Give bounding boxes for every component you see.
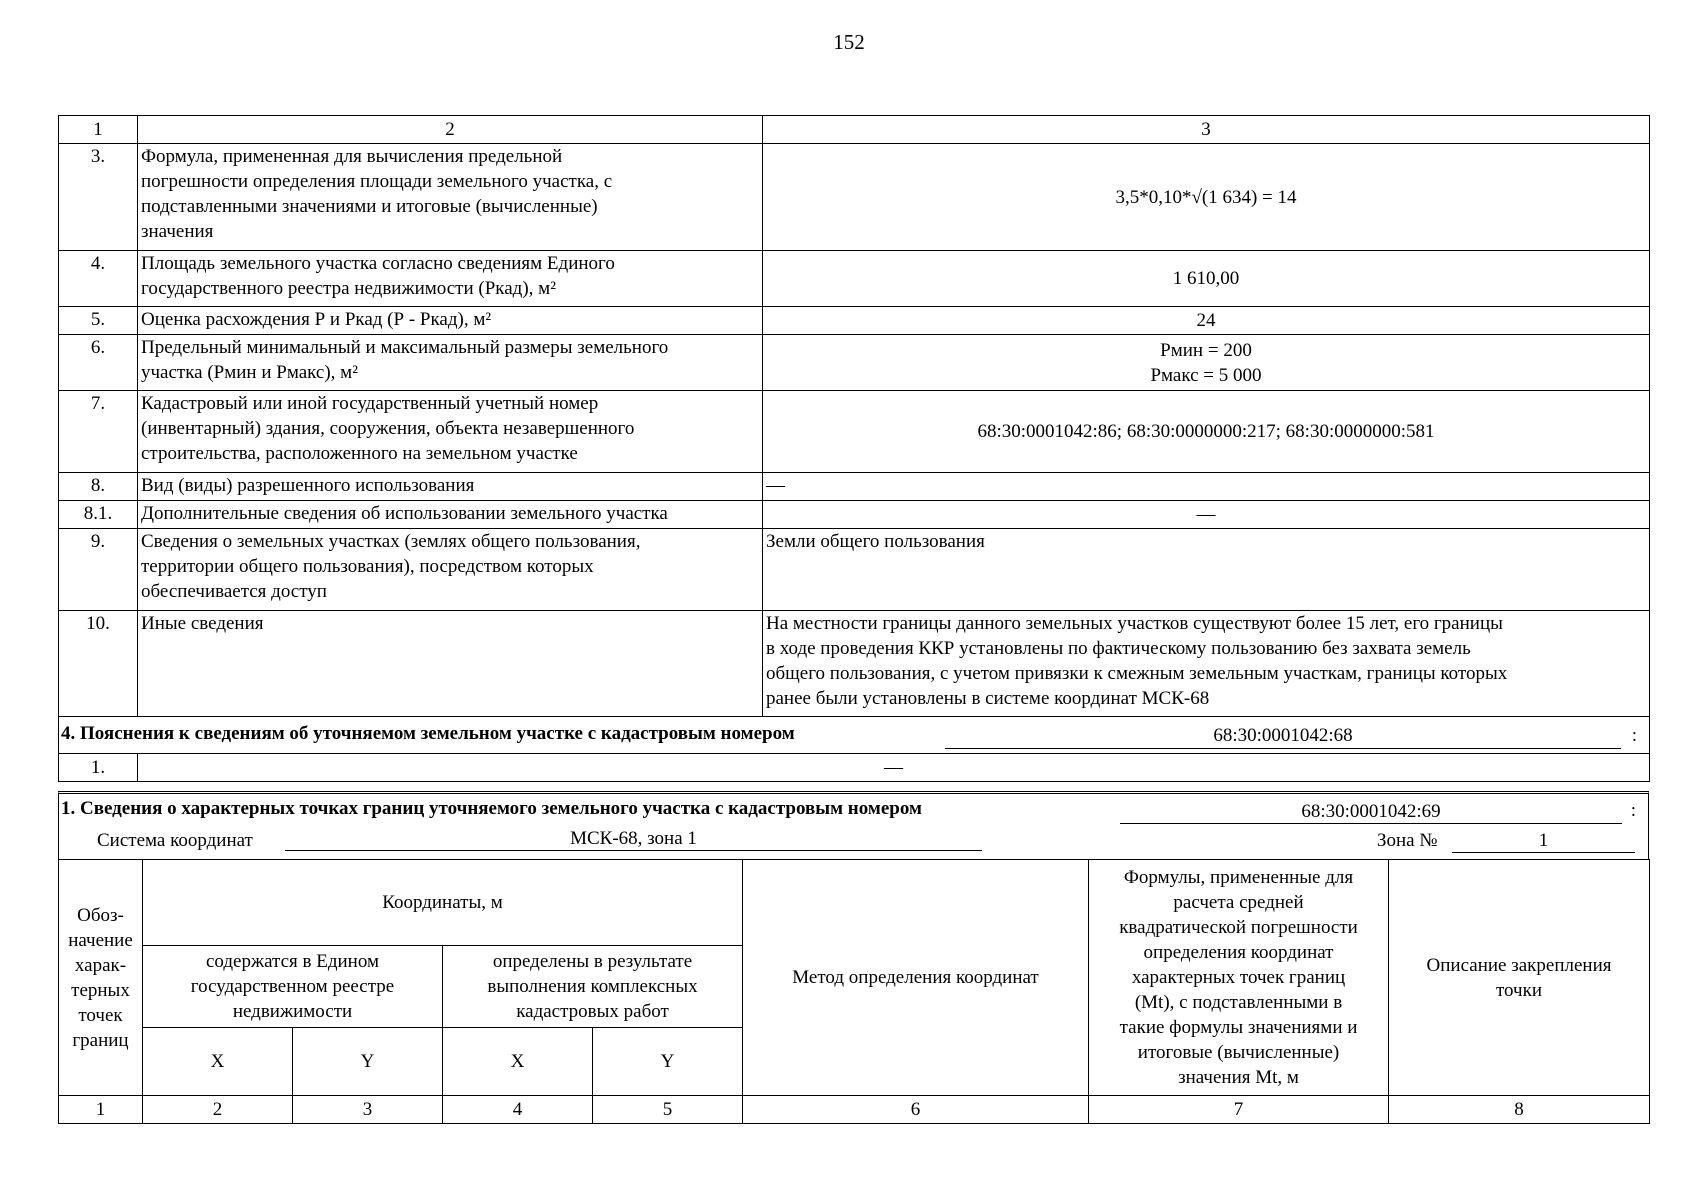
section4-cadastral-number: 68:30:0001042:68 bbox=[945, 723, 1621, 749]
description-header: Описание закрепления точки bbox=[1389, 860, 1650, 1096]
row-label: Предельный минимальный и максимальный размеры земельного участка (Рмин и Рмакс), м² bbox=[138, 335, 763, 391]
column-number-row bbox=[59, 1096, 1650, 1124]
zone-label: Зона № bbox=[1377, 830, 1438, 851]
row-value: Земли общего пользования bbox=[763, 529, 1650, 611]
coordinates-header: Координаты, м bbox=[143, 860, 743, 946]
row-label: Вид (виды) разрешенного использования bbox=[138, 473, 763, 501]
row-value: На местности границы данного земельных участков существуют более 15 лет, его границы в ходе проведения ККР установлены по фактическому пользованию без захвата земель общего пользования, с учетом привязки к смежным земельным участкам, границы которых ранее были установлены в системе координат МСК-68 bbox=[763, 611, 1650, 717]
row-value: 3,5*0,10*√(1 634) = 14 bbox=[763, 144, 1650, 251]
point-designation-header: Обоз- начение харак- терных точек границ bbox=[59, 860, 143, 1096]
row-label: Площадь земельного участка согласно сведениям Единого государственного реестра недвижимости (Ркад), м² bbox=[138, 251, 763, 307]
table-row bbox=[59, 391, 1650, 473]
row-number: 6. bbox=[59, 335, 138, 391]
col-number: 2 bbox=[143, 1096, 293, 1124]
section4-title: 4. Пояснения к сведениям об уточняемом земельном участке с кадастровым номером bbox=[61, 723, 795, 744]
row-number: 5. bbox=[59, 307, 138, 335]
section1-header bbox=[58, 791, 1649, 859]
col-number: 3 bbox=[293, 1096, 443, 1124]
kkr-coords-header: определены в результате выполнения комплексных кадастровых работ bbox=[443, 946, 743, 1028]
table-row bbox=[59, 754, 1650, 782]
col-number: 6 bbox=[743, 1096, 1089, 1124]
row-value: — bbox=[763, 473, 1650, 501]
table-row bbox=[59, 611, 1650, 717]
section4-header-row bbox=[59, 717, 1650, 754]
egrn-coords-header: содержатся в Едином государственном реестре недвижимости bbox=[143, 946, 443, 1028]
table-row bbox=[59, 529, 1650, 611]
row-value: Рмин = 200 Рмакс = 5 000 bbox=[763, 335, 1650, 391]
table-row bbox=[59, 307, 1650, 335]
row-value: 24 bbox=[763, 307, 1650, 335]
row-number: 8.1. bbox=[59, 501, 138, 529]
row-number: 10. bbox=[59, 611, 138, 717]
row-value: — bbox=[138, 754, 1650, 782]
section4-colon: : bbox=[1631, 725, 1637, 746]
row-label: Кадастровый или иной государственный учетный номер (инвентарный) здания, сооружения, объекта незавершенного строительства, расположенного на земельном участке bbox=[138, 391, 763, 473]
page-number: 152 bbox=[833, 30, 865, 54]
table-row bbox=[59, 335, 1650, 391]
row-label: Иные сведения bbox=[138, 611, 763, 717]
table-row bbox=[59, 501, 1650, 529]
row-number: 4. bbox=[59, 251, 138, 307]
method-header: Метод определения координат bbox=[743, 860, 1089, 1096]
row-value: 1 610,00 bbox=[763, 251, 1650, 307]
parcel-info-table bbox=[58, 115, 1650, 782]
y-header: Y bbox=[593, 1028, 743, 1096]
row-number: 7. bbox=[59, 391, 138, 473]
boundary-points-table bbox=[58, 859, 1650, 1124]
formula-header: Формулы, примененные для расчета средней квадратической погрешности определения координат характерных точек границ (Mt), с подставленными в такие формулы значениями и итоговые (вычисленные) значения Mt, м bbox=[1089, 860, 1389, 1096]
zone-value: 1 bbox=[1452, 830, 1635, 853]
col-header: 3 bbox=[763, 116, 1650, 144]
col-header: 2 bbox=[138, 116, 763, 144]
table-row bbox=[59, 473, 1650, 501]
col-number: 1 bbox=[59, 1096, 143, 1124]
table-row bbox=[59, 251, 1650, 307]
coord-system-value: МСК-68, зона 1 bbox=[285, 828, 982, 851]
section1-cadastral-number: 68:30:0001042:69 bbox=[1120, 801, 1622, 824]
row-value: — bbox=[763, 501, 1650, 529]
row-label: Дополнительные сведения об использовании земельного участка bbox=[138, 501, 763, 529]
col-number: 8 bbox=[1389, 1096, 1650, 1124]
row-number: 3. bbox=[59, 144, 138, 251]
col-number: 4 bbox=[443, 1096, 593, 1124]
row-number: 1. bbox=[59, 754, 138, 782]
y-header: Y bbox=[293, 1028, 443, 1096]
section1-colon: : bbox=[1630, 800, 1636, 821]
col-number: 5 bbox=[593, 1096, 743, 1124]
section1-title: 1. Сведения о характерных точках границ уточняемого земельного участка с кадастровым номером bbox=[61, 798, 922, 819]
header-row bbox=[59, 116, 1650, 144]
coord-system-label: Система координат bbox=[97, 830, 253, 851]
col-header: 1 bbox=[59, 116, 138, 144]
x-header: X bbox=[443, 1028, 593, 1096]
row-label: Формула, примененная для вычисления предельной погрешности определения площади земельного участка, с подставленными значениями и итоговые (вычисленные) значения bbox=[138, 144, 763, 251]
row-number: 9. bbox=[59, 529, 138, 611]
table-row bbox=[59, 144, 1650, 251]
row-label: Оценка расхождения Р и Ркад (Р - Ркад), м² bbox=[138, 307, 763, 335]
x-header: X bbox=[143, 1028, 293, 1096]
row-value: 68:30:0001042:86; 68:30:0000000:217; 68:30:0000000:581 bbox=[763, 391, 1650, 473]
col-number: 7 bbox=[1089, 1096, 1389, 1124]
row-label: Сведения о земельных участках (землях общего пользования, территории общего пользования), посредством которых обеспечивается доступ bbox=[138, 529, 763, 611]
row-number: 8. bbox=[59, 473, 138, 501]
